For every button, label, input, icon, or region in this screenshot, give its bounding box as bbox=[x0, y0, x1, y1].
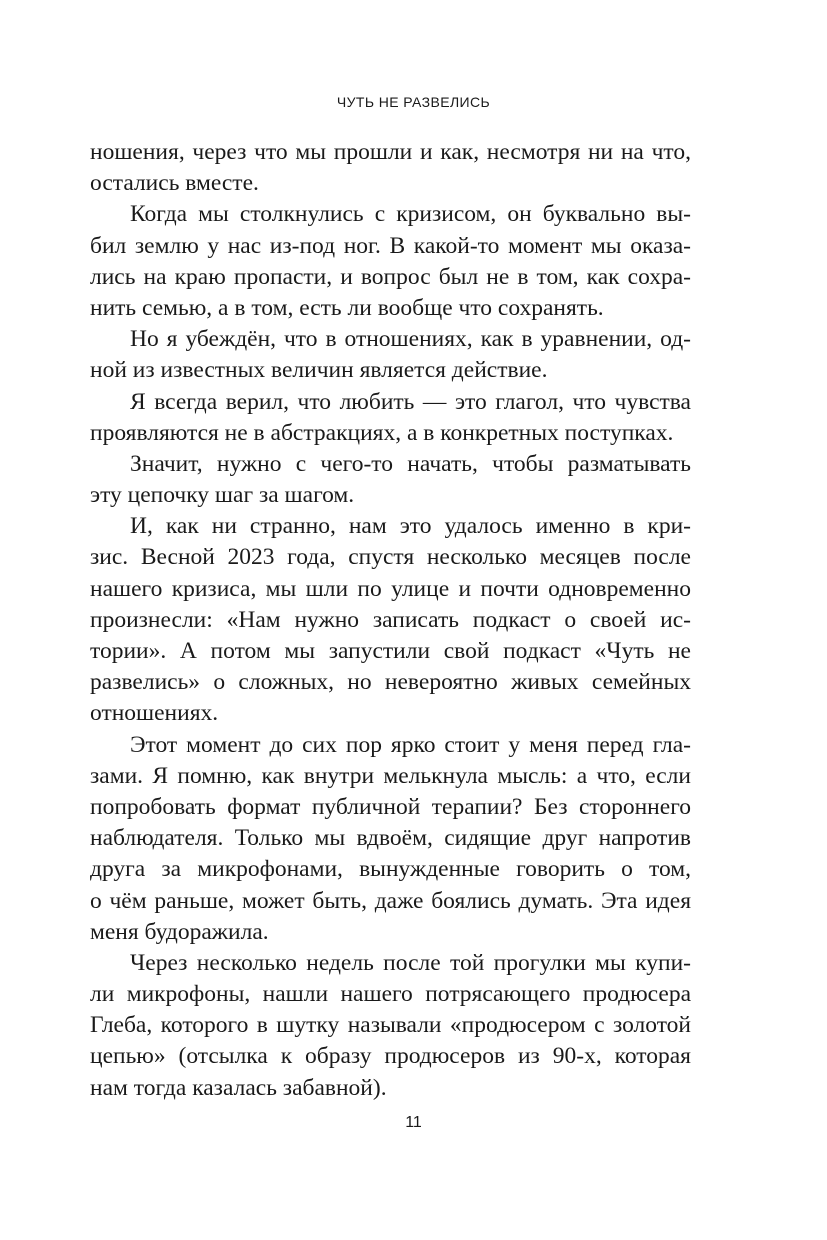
text-line: ли микрофоны, нашли нашего потрясающего продюсера bbox=[90, 981, 691, 1008]
text-line: ношения, через что мы прошли и как, несмотря ни на что, bbox=[90, 139, 691, 165]
text-line: бил землю у нас из-под ног. В какой-то момент мы оказа- bbox=[90, 232, 691, 259]
text-line: Я всегда верил, что любить — это глагол, что чувства bbox=[130, 388, 691, 415]
text-line: цепью» (отсылка к образу продюсеров из 90-х, которая bbox=[90, 1043, 691, 1070]
text-line: отношениях. bbox=[90, 700, 219, 727]
text-line: остались вместе. bbox=[90, 170, 259, 197]
text-line: И, как ни странно, нам это удалось именно в кри- bbox=[130, 513, 691, 540]
text-line: Значит, нужно с чего-то начать, чтобы разматывать bbox=[130, 450, 691, 477]
page-number: 11 bbox=[405, 1114, 422, 1131]
text-line: тории». А потом мы запустили свой подкаст «Чуть не bbox=[90, 638, 691, 664]
text-line: зис. Весной 2023 года, спустя несколько месяцев после bbox=[90, 544, 691, 571]
text-line: развелись» о сложных, но невероятно живых семейных bbox=[90, 669, 691, 696]
text-line: попробовать формат публичной терапии? Без стороннего bbox=[90, 793, 691, 820]
text-line: Этот момент до сих пор ярко стоит у меня перед гла- bbox=[130, 731, 691, 758]
text-line: нить семью, а в том, есть ли вообще что сохранять. bbox=[90, 294, 604, 321]
text-line: проявляются не в абстракциях, а в конкретных поступках. bbox=[90, 419, 674, 446]
text-line: Через несколько недель после той прогулки мы купи- bbox=[130, 949, 691, 976]
text-line: ной из известных величин является действие. bbox=[90, 357, 548, 384]
text-line: зами. Я помню, как внутри мелькнула мысль: а что, если bbox=[90, 762, 691, 789]
body-text bbox=[90, 137, 691, 1104]
text-line: Когда мы столкнулись с кризисом, он буквально вы- bbox=[130, 201, 691, 228]
text-line: Но я убеждён, что в отношениях, как в уравнении, од- bbox=[130, 326, 691, 353]
running-head: ЧУТЬ НЕ РАЗВЕЛИСЬ bbox=[336, 94, 491, 110]
text-line: произнесли: «Нам нужно записать подкаст о своей ис- bbox=[90, 606, 691, 633]
text-line: друга за микрофонами, вынужденные говорить о том, bbox=[90, 856, 691, 883]
text-line: наблюдателя. Только мы вдвоём, сидящие друг напротив bbox=[90, 825, 691, 852]
text-line: лись на краю пропасти, и вопрос был не в том, как сохра- bbox=[90, 263, 691, 290]
text-line: нам тогда казалась забавной). bbox=[90, 1074, 387, 1101]
text-line: эту цепочку шаг за шагом. bbox=[90, 482, 355, 509]
text-line: Глеба, которого в шутку называли «продюсером с золотой bbox=[90, 1012, 691, 1039]
text-line: меня будоражила. bbox=[90, 918, 269, 945]
text-line: о чём раньше, может быть, даже боялись думать. Эта идея bbox=[90, 887, 691, 914]
text-line: нашего кризиса, мы шли по улице и почти одновременно bbox=[90, 575, 691, 602]
